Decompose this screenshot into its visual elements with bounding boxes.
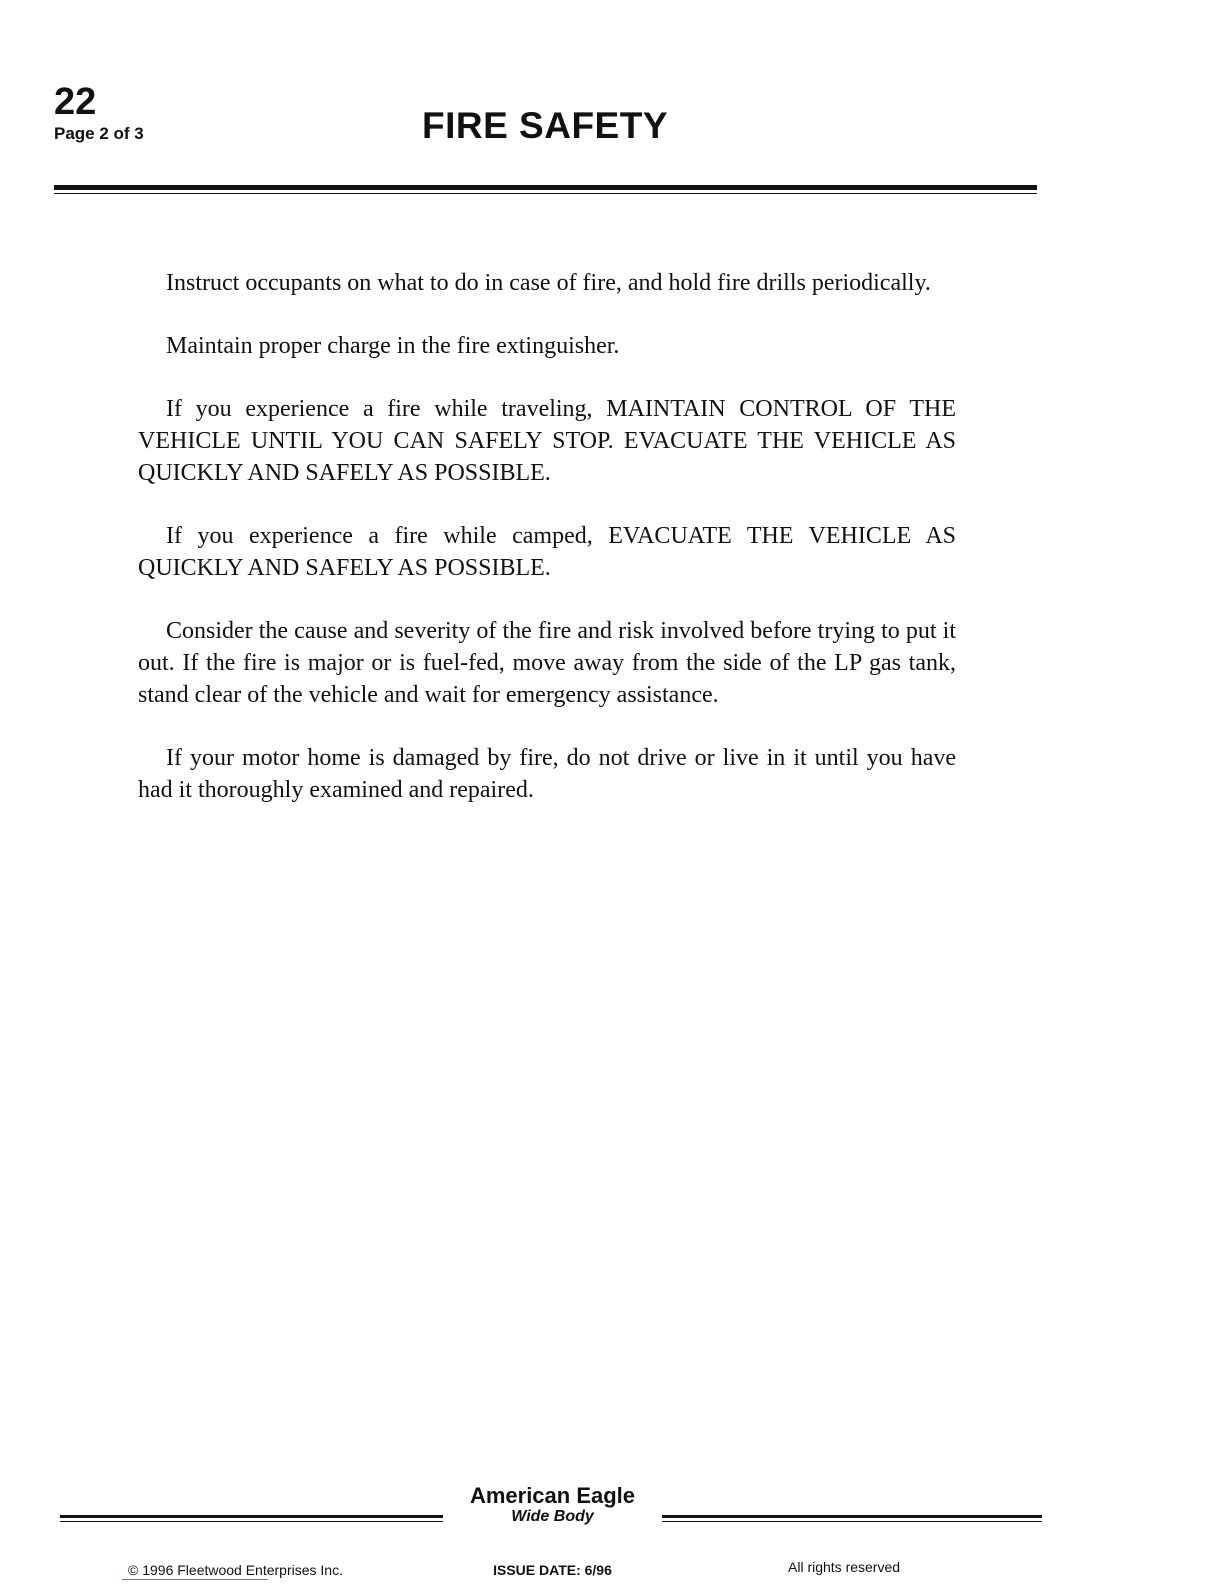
page-number: 22 xyxy=(54,81,97,123)
page-title: FIRE SAFETY xyxy=(421,105,669,146)
paragraph-fire-drills: Instruct occupants on what to do in case of fire, and hold fire drills periodically. xyxy=(166,270,931,296)
paragraph-consider-cause: Consider the cause and severity of the fire and risk involved before trying to put it out. If the fire is major or is fuel-fed, move away from the side of the LP gas tank, stand clear of the vehicle and wait for emergency assistance. xyxy=(138,618,956,708)
footer-rule-right-thin xyxy=(662,1521,1042,1522)
page-count: Page 2 of 3 xyxy=(54,124,144,143)
footer-rights: All rights reserved xyxy=(788,1559,901,1575)
header-rule-thin xyxy=(54,193,1037,194)
footer-rule-left-thick xyxy=(60,1515,443,1518)
footer-rule-left-thin xyxy=(60,1521,443,1522)
header-rule-thick xyxy=(54,185,1037,190)
footer-brand: American Eagle xyxy=(469,1483,636,1508)
footer-model: Wide Body xyxy=(511,1508,594,1525)
paragraph-extinguisher: Maintain proper charge in the fire extinguisher. xyxy=(166,333,620,359)
footer-copyright-underline xyxy=(122,1579,268,1580)
paragraph-fire-camped: If you experience a fire while camped, EVACUATE THE VEHICLE AS QUICKLY AND SAFELY AS POSSIBLE. xyxy=(138,523,956,581)
body-text xyxy=(138,267,956,837)
footer-issue-date: ISSUE DATE: 6/96 xyxy=(493,1562,612,1578)
paragraph-damaged: If your motor home is damaged by fire, do not drive or live in it until you have had it thoroughly examined and repaired. xyxy=(138,745,956,803)
footer-rule-right-thick xyxy=(662,1515,1042,1518)
paragraph-fire-traveling: If you experience a fire while traveling, MAINTAIN CONTROL OF THE VEHICLE UNTIL YOU CAN SAFELY STOP. EVACUATE THE VEHICLE AS QUICKLY AND SAFELY AS POSSIBLE. xyxy=(138,396,956,486)
footer-copyright: © 1996 Fleetwood Enterprises Inc. xyxy=(128,1562,343,1578)
